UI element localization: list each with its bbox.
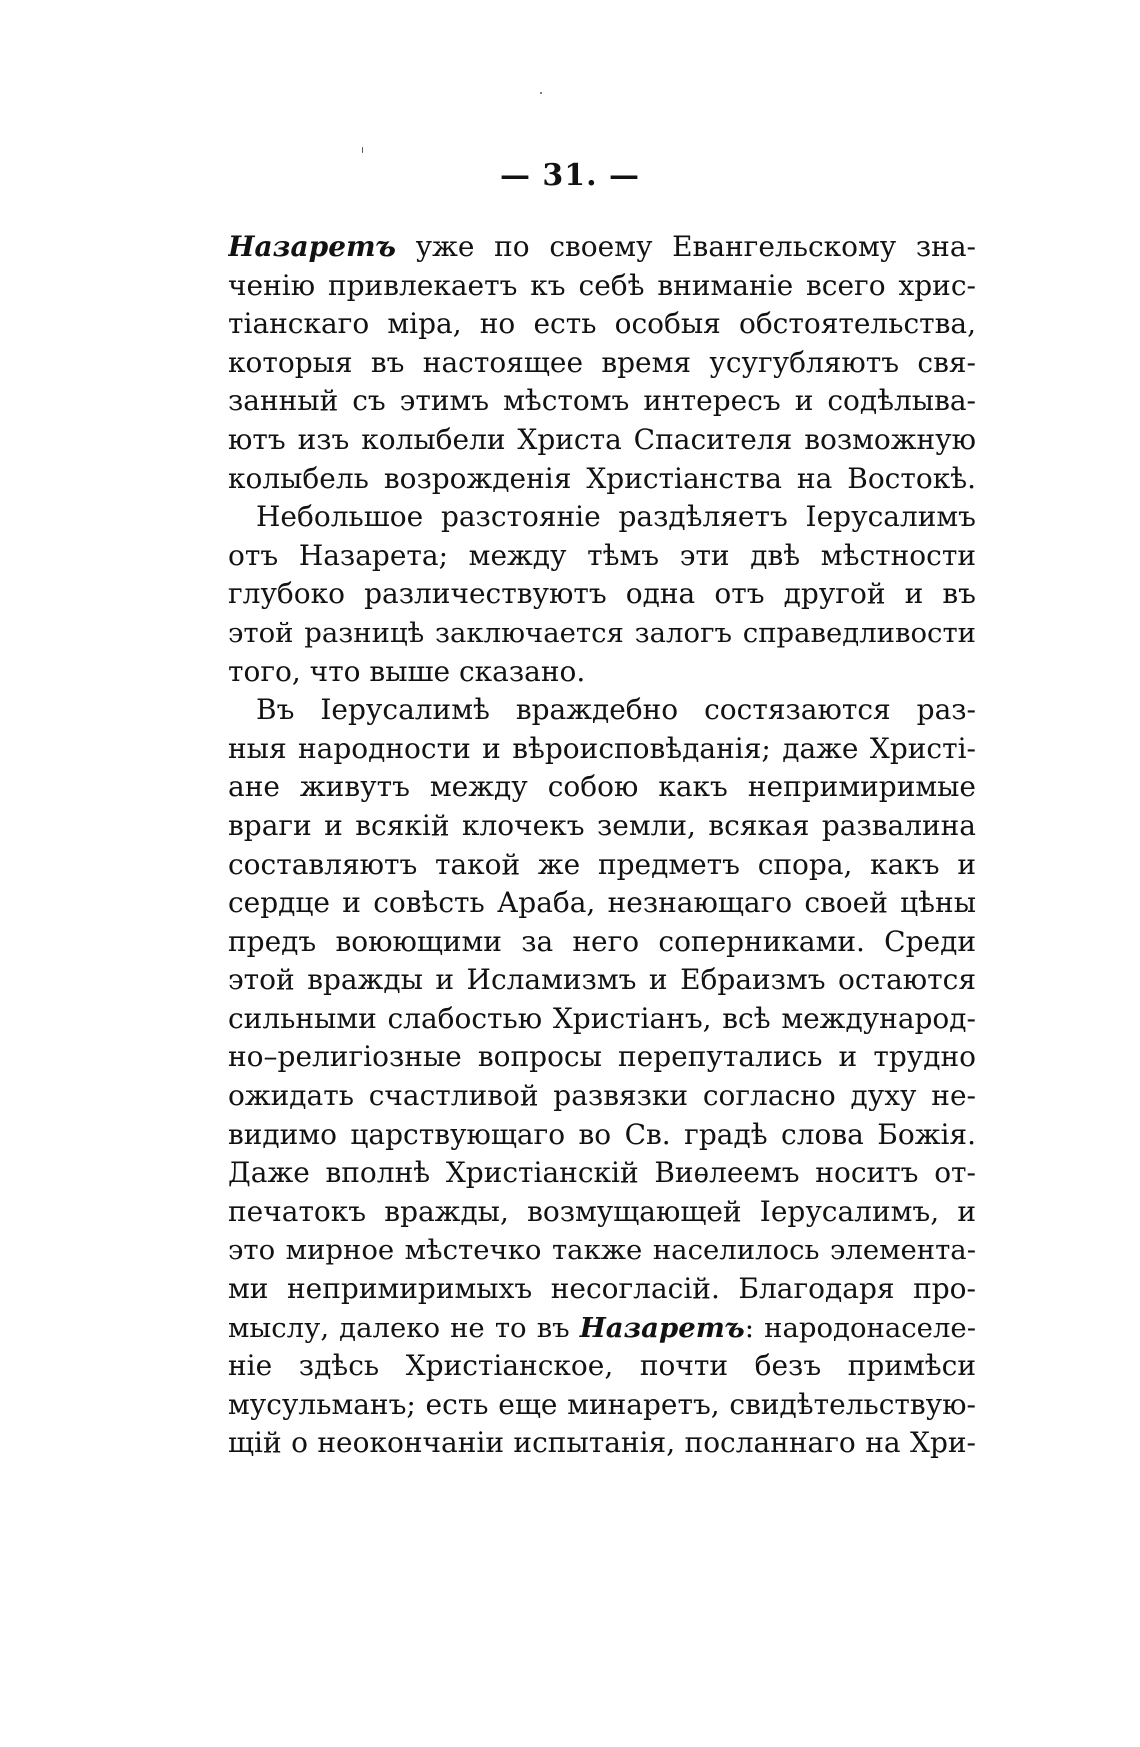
line-text: мыслу, далеко не то въ [228,1311,580,1344]
line-text: : народонаселе- [744,1311,976,1344]
text-line [228,498,976,537]
body-text [228,228,976,1463]
line-text: занный съ этимъ мѣстомъ интересъ и содѣлыва- [228,384,976,418]
italic-place-name: Назаретъ [579,1311,745,1344]
line-text: предъ воюющими за него соперниками. Среди [228,924,976,958]
line-text: щій о неокончаніи испытанія, посланнаго на Хри- [228,1426,976,1460]
line-text: Даже вполнѣ Христіанскій Виѳлеемъ носитъ от- [228,1156,976,1190]
line-text: это мирное мѣстечко также населилось элемента- [228,1234,976,1267]
line-text: колыбель возрожденія Христіанства на Востокѣ. [228,461,976,495]
line-text: ныя народности и вѣроисповѣданія; даже Христі- [228,731,976,765]
line-text: ожидать счастливой развязки согласно духу не- [228,1079,976,1113]
text-line [228,768,976,807]
line-text: мусульманъ; есть еще минаретъ, свидѣтельствую- [228,1387,976,1421]
line-text: этой вражды и Исламизмъ и Ебраизмъ остаются [228,963,976,997]
line-text: враги и всякій клочекъ земли, всякая развалина [228,808,976,842]
line-text: печатокъ вражды, возмущающей Іерусалимъ, и [228,1194,976,1228]
text-line [228,1193,976,1232]
line-text: ютъ изъ колыбели Христа Спасителя возможную [228,422,976,456]
line-text: Въ Іерусалимѣ враждебно состязаются раз- [256,693,976,727]
text-line [228,1270,976,1309]
text-line [228,1386,976,1425]
text-line [228,1154,976,1193]
ink-speck [362,147,363,153]
text-line [228,614,976,653]
text-line [228,1000,976,1039]
text-line [228,1038,976,1077]
text-line [228,267,976,306]
text-line [228,653,976,692]
line-text: Небольшое разстояніе раздѣляетъ Іерусалимъ [256,500,976,534]
ink-speck [540,92,542,94]
line-text: которыя въ настоящее время усугубляютъ свя- [228,345,976,379]
text-line [228,1424,976,1463]
text-line [228,961,976,1000]
text-line [228,730,976,769]
text-line [228,691,976,730]
text-line [228,846,976,885]
page-number: — 31. — [499,158,641,193]
text-line [228,1231,976,1270]
text-line [228,1116,976,1155]
text-line [228,1077,976,1116]
line-text: ми непримиримыхъ несогласій. Благодаря про- [228,1272,976,1306]
line-text: составляютъ такой же предметъ спора, какъ и [228,847,976,881]
text-line [228,382,976,421]
text-line [228,228,976,267]
text-line [228,1309,976,1348]
line-text: тіанскаго міра, но есть особыя обстоятельства, [228,307,976,341]
line-text: ане живутъ между собою какъ непримиримые [228,770,976,804]
line-text: того, что выше сказано. [228,654,586,688]
text-line [228,305,976,344]
line-text: уже по своему Евангельскому зна- [396,230,976,263]
text-line [228,460,976,499]
line-text: этой разницѣ заключается залогъ справедливости [228,616,976,649]
text-line [228,884,976,923]
text-line [228,344,976,383]
text-line [228,421,976,460]
line-text: сердце и совѣсть Араба, незнающаго своей цѣны [228,886,976,920]
line-text: видимо царствующаго во Св. градѣ слова Божія. [228,1117,976,1151]
line-text: ченію привлекаетъ къ себѣ вниманіе всего хрис- [228,268,976,302]
text-line [228,923,976,962]
line-text: отъ Назарета; между тѣмъ эти двѣ мѣстности [228,538,976,572]
text-line [228,1347,976,1386]
text-line [228,537,976,576]
line-text: но–религіозные вопросы перепутались и трудно [228,1040,976,1074]
italic-place-name: Назаретъ [228,230,396,263]
text-line [228,807,976,846]
text-line [228,575,976,614]
line-text: сильными слабостью Христіанъ, всѣ международ- [228,1001,976,1035]
line-text: глубоко различествуютъ одна отъ другой и въ [228,577,976,611]
line-text: ніе здѣсь Христіанское, почти безъ примѣси [228,1349,976,1383]
